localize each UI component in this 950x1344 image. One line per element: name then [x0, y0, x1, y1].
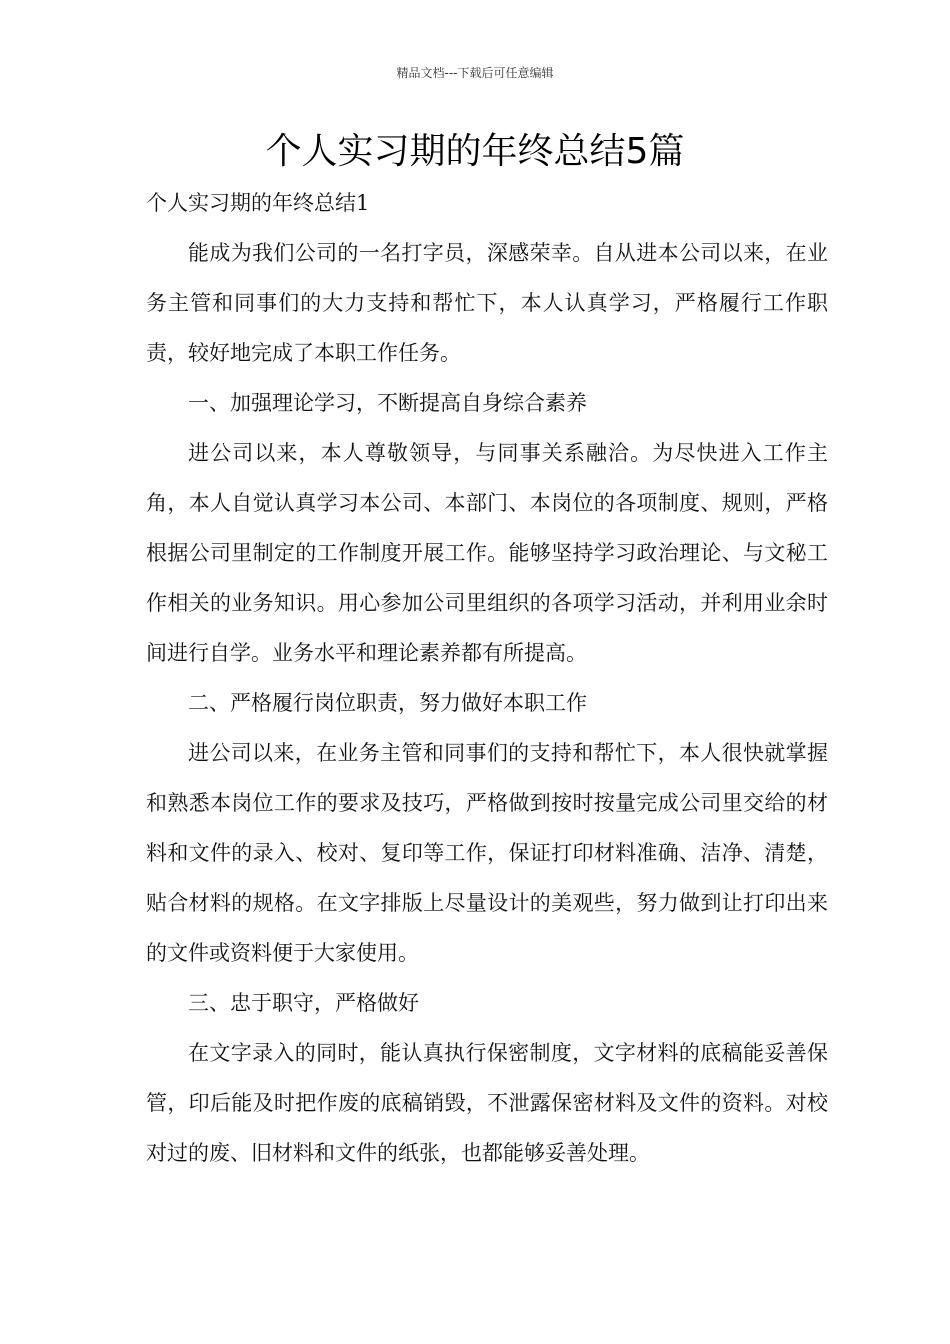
document-title: 个人实习期的年终总结5篇 [265, 131, 685, 172]
section-heading-2: 二、严格履行岗位职责，努力做好本职工作 [188, 691, 587, 715]
header-note: 精品文档---下载后可任意编辑 [396, 66, 554, 80]
section-heading-3: 三、忠于职守，严格做好 [188, 991, 419, 1015]
paragraph-duties: 进公司以来，在业务主管和同事们的支持和帮忙下，本人很快就掌握和熟悉本岗位工作的要求及技巧，严格做到按时按量完成公司里交给的材料和文件的录入、校对、复印等工作，保证打印材料准确、洁净、清楚，贴合材料的规格。在文字排版上尽量设计的美观些，努力做到让打印出来的文件或资料便于大家使用。 [146, 741, 828, 965]
section-subtitle: 个人实习期的年终总结1 [146, 191, 370, 215]
paragraph-intro: 能成为我们公司的一名打字员，深感荣幸。自从进本公司以来，在业务主管和同事们的大力支持和帮忙下，本人认真学习，严格履行工作职责，较好地完成了本职工作任务。 [146, 241, 828, 365]
document-body [146, 178, 828, 1178]
paragraph-study: 进公司以来，本人尊敬领导，与同事关系融洽。为尽快进入工作主角，本人自觉认真学习本公司、本部门、本岗位的各项制度、规则，严格根据公司里制定的工作制度开展工作。能够坚持学习政治理论、与文秘工作相关的业务知识。用心参加公司里组织的各项学习活动，并利用业余时间进行自学。业务水平和理论素养都有所提高。 [146, 441, 828, 665]
section-heading-1: 一、加强理论学习，不断提高自身综合素养 [188, 391, 587, 415]
paragraph-confidentiality: 在文字录入的同时，能认真执行保密制度，文字材料的底稿能妥善保管，印后能及时把作废的底稿销毁，不泄露保密材料及文件的资料。对校对过的废、旧材料和文件的纸张，也都能够妥善处理。 [146, 1041, 828, 1165]
